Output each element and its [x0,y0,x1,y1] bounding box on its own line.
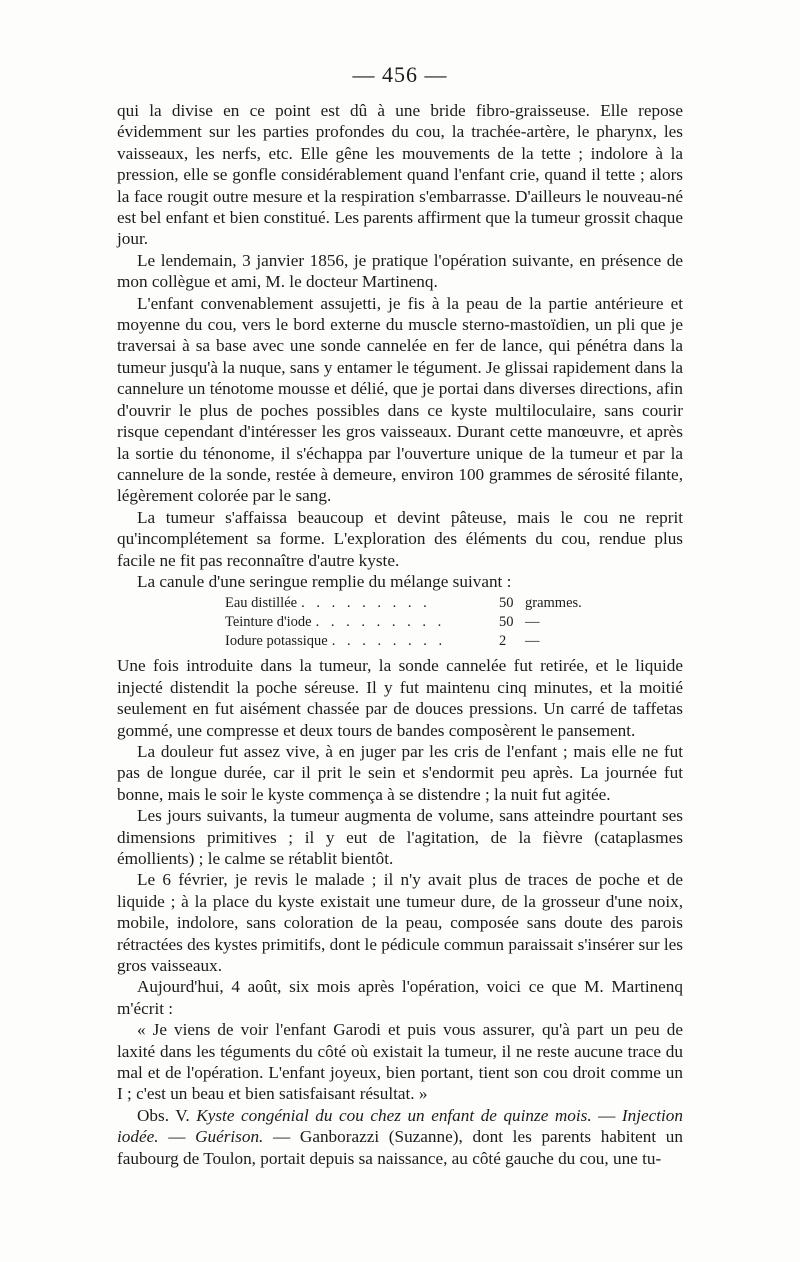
page-number: — 456 — [352,62,448,87]
ingredient: Iodure potassique [225,633,328,650]
obs-text: — Ganborazzi (Suzanne), dont les parents habitent un faubourg de Toulon, portait depuis sa naissance, au côté gauche du cou, une tu- [117,1127,683,1168]
leader-dots: . . . . . . . . [331,633,447,650]
recipe-row [225,594,615,613]
paragraph: La canule d'une seringue remplie du mélange suivant : [137,571,512,591]
quotation: « Je viens de voir l'enfant Garodi et puis vous assurer, qu'à part un peu de laxité dans les téguments du côté où existait la tumeur, il ne reste aucune trace du mal et de l'opération. L'enfant joyeux, bien portant, tient son cou droit comme un I ; c'est un beau et bien satisfaisant résultat. » [117,1020,683,1104]
unit: — [525,633,540,650]
ingredient: Eau distillée [225,595,298,612]
obs-result: Guérison. [195,1127,264,1147]
paragraph: qui la divise en ce point est dû à une bride fibro-graisseuse. Elle repose évidemment sur les parties profondes du cou, la trachée-artère, le pharynx, les vaisseaux, les nerfs, etc. Elle gêne les mouvements de la tette ; indolore à la pression, elle se gonfle considérablement quand l'enfant crie, quand il tette ; alors la face rougit outre mesure et la respiration s'embarrasse. D'ailleurs le nouveau-né est bel enfant et bien constitué. Les parents affirment que la tumeur grossit chaque jour. [117,101,683,249]
obs-separator: — [591,1105,622,1125]
quantity: 50 [499,614,514,631]
obs-title: Kyste congénial du cou chez un enfant de quinze mois. [196,1105,592,1125]
paragraph: Le lendemain, 3 janvier 1856, je pratique l'opération suivante, en présence de mon collègue et ami, M. le docteur Martinenq. [117,250,683,292]
ingredient: Teinture d'iode [225,614,312,631]
leader-dots: . . . . . . . . . [315,614,446,631]
paragraph: L'enfant convenablement assujetti, je fis à la peau de la partie antérieure et moyenne du cou, vers le bord externe du muscle sterno-mastoïdien, un pli que je traversai à sa base avec une sonde cannelée en fer de lance, qui pénétra dans la tumeur jusqu'à la nuque, sans y entamer le tégument. Je glissai rapidement dans la cannelure un ténotome mousse et délié, que je portai dans diverses directions, afin d'ouvrir le plus de poches possibles dans ce kyste multiloculaire, sans courir risque cependant d'intéresser les gros vaisseaux. Durant cette manœuvre, et après la sortie du ténonome, il s'échappa par l'ouverture unique de la tumeur et par la cannelure de la sonde, restée à demeure, environ 100 grammes de sérosité filante, légèrement colorée par le sang. [117,293,683,506]
paragraph: La douleur fut assez vive, à en juger par les cris de l'enfant ; mais elle ne fut pas de longue durée, car il prit le sein et s'endormit peu après. La journée fut bonne, mais le soir le kyste commença à se distendre ; la nuit fut agitée. [117,741,683,804]
recipe-row [225,632,615,651]
obs-label: Obs. V. [137,1105,190,1125]
recipe-list [225,594,615,651]
unit: — [525,614,540,631]
paragraph: La tumeur s'affaissa beaucoup et devint pâteuse, mais le cou ne reprit qu'incomplétement sa forme. L'exploration des éléments du cou, rendue plus facile ne fit pas reconnaître d'autre kyste. [117,507,683,570]
quantity: 2 [499,633,507,650]
paragraph: Les jours suivants, la tumeur augmenta de volume, sans atteindre pourtant ses dimensions primitives ; il y eut de l'agitation, de la fièvre (cataplasmes émollients) ; le calme se rétablit bientôt. [117,806,683,868]
body-text [117,100,683,1169]
quantity: 50 [499,595,514,612]
paragraph: Le 6 février, je revis le malade ; il n'y avait plus de traces de poche et de liquide ; à la place du kyste existait une tumeur dure, de la grosseur d'une noix, mobile, indolore, sans coloration de la peau, composée sans doute des parois rétractées des kystes primitifs, dont le pédicule commun paraissait s'insérer sur les gros vaisseaux. [117,870,683,976]
unit: grammes. [525,595,582,612]
paragraph: Une fois introduite dans la tumeur, la sonde cannelée fut retirée, et le liquide injecté distendit la poche séreuse. Il y fut maintenu cinq minutes, et la moitié seulement en fut aisément chassée par de douces pressions. Un carré de taffetas gommé, une compresse et deux tours de bandes composèrent le pansement. [117,656,683,740]
obs-subtitle: Injection iodée. [117,1105,683,1147]
leader-dots: . . . . . . . . . [301,595,431,612]
paragraph: Aujourd'hui, 4 août, six mois après l'opération, voici ce que M. Martinenq m'écrit : [117,977,683,1018]
recipe-row [225,613,615,632]
observation-heading [117,1105,683,1169]
obs-separator: — [158,1127,196,1147]
